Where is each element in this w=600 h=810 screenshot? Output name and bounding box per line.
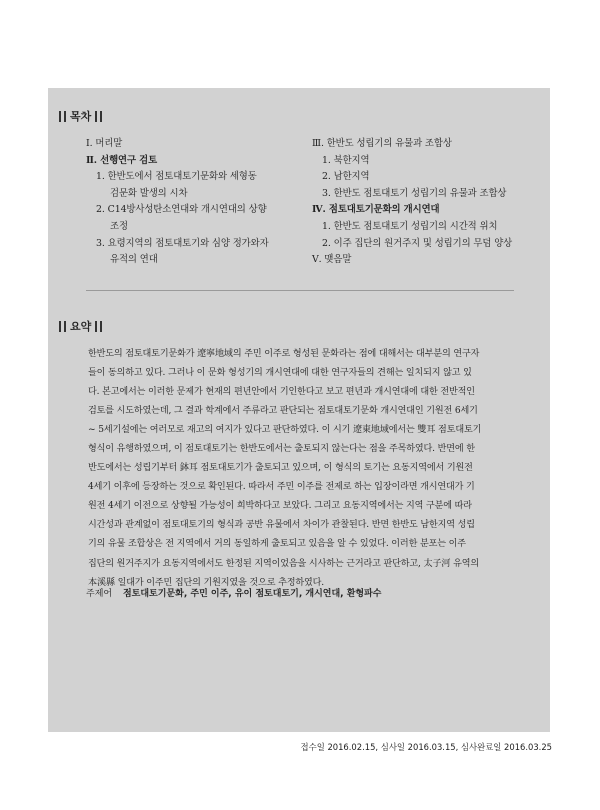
- abstract-line: 本溪縣 일대가 이주민 집단의 기원지였을 것으로 추정하였다.: [88, 577, 324, 588]
- toc-heading: [58, 108, 103, 124]
- abstract-line: ~ 5세기설에는 여러모로 재고의 여지가 있다고 판단하였다. 이 시기 遼東地域에서는 雙耳 점토대토기: [88, 425, 482, 436]
- toc-item: 2. C14방사성탄소연대와 개시연대의 상향: [96, 204, 267, 216]
- toc-item: 1. 북한지역: [322, 154, 370, 166]
- toc-item: Ⅳ. 점토대토기문화의 개시연대: [312, 204, 440, 216]
- abstract-line: 한반도의 점토대토기문화가 遼寧地域의 주민 이주로 형성된 문화라는 점에 대해서는 대부분의 연구자: [88, 349, 480, 359]
- toc-item: Ⅴ. 맺음말: [312, 254, 352, 266]
- toc-item: 2. 이주 집단의 원거주지 및 성립기의 무덤 양상: [322, 237, 513, 249]
- toc-left-column: [86, 136, 306, 269]
- abstract-line: 형식이 유행하였으며, 이 점토대토기는 한반도에서는 출토되지 않는다는 점을 주목하였다. 반면에 한: [88, 444, 475, 455]
- keywords-label: 주제어: [86, 589, 113, 599]
- toc-right-column: [312, 136, 527, 269]
- abstract-line: 집단의 원거주지가 요동지역에서도 한정된 지역이었음을 시사하는 근거라고 판단하고, 太子河 유역의: [88, 558, 479, 569]
- toc-item: 조정: [110, 220, 128, 232]
- toc-item: 3. 요령지역의 점토대토기와 심양 정가와자: [96, 237, 269, 249]
- toc-item: 검문화 발생의 시차: [110, 187, 188, 199]
- abstract-line: 4세기 이후에 등장하는 것으로 확인된다. 따라서 주민 이주를 전제로 하는 입장이라면 개시연대가 기: [88, 482, 475, 493]
- abstract-title: 요약: [70, 320, 92, 333]
- toc-item: Ⅰ. 머리말: [86, 138, 123, 149]
- toc-item: Ⅲ. 한반도 성립기의 유물과 조합상: [312, 138, 452, 149]
- toc-item: 3. 한반도 점토대토기 성립기의 유물과 조합상: [322, 187, 507, 199]
- toc-title: 목차: [70, 110, 92, 123]
- toc-item: 2. 남한지역: [322, 171, 370, 183]
- toc-item: 1. 한반도 점토대토기 성립기의 시간적 위치: [322, 220, 498, 232]
- heading-bar-icon: [59, 111, 61, 122]
- abstract-line: 시간성과 관계없이 점토대토기의 형식과 공반 유물에서 차이가 관찰된다. 반면 한반도 남한지역 성립: [88, 520, 475, 531]
- heading-bar-icon: [100, 111, 102, 122]
- review-dates: 접수일 2016.02.15, 심사일 2016.03.15, 심사완료일 2016.03.25: [300, 742, 552, 752]
- abstract-line: 원전 4세기 이전으로 상향될 가능성이 희박하다고 보았다. 그리고 요동지역에서는 지역 구분에 따라: [88, 501, 472, 512]
- keywords: [86, 586, 382, 599]
- heading-bar-icon: [64, 321, 66, 332]
- abstract-line: 검토를 시도하였는데, 그 결과 학계에서 주류라고 판단되는 점토대토기문화 개시연대인 기원전 6세기: [88, 406, 478, 417]
- toc-item: 1. 한반도에서 점토대토기문화와 세형동: [96, 171, 257, 183]
- heading-bar-icon: [95, 111, 97, 122]
- abstract-line: 반도에서는 성립기부터 鉢耳 점토대토기가 출토되고 있으며, 이 형식의 토기는 요동지역에서 기원전: [88, 463, 473, 474]
- heading-bar-icon: [64, 111, 66, 122]
- abstract-line: 들이 동의하고 있다. 그러나 이 문화 형성기의 개시연대에 대한 연구자들의 견해는 일치되지 않고 있: [88, 368, 472, 379]
- keywords-value: 점토대토기문화, 주민 이주, 유이 점토대토기, 개시연대, 환형파수: [122, 589, 382, 599]
- abstract-line: 다. 본고에서는 이러한 문제가 현재의 편년안에서 기인한다고 보고 편년과 개시연대에 대한 전반적인: [88, 387, 475, 398]
- abstract-body: [88, 345, 516, 593]
- heading-bar-icon: [95, 321, 97, 332]
- abstract-line: 기의 유물 조합상은 전 지역에서 거의 동일하게 출토되고 있음을 알 수 있었다. 이러한 분포는 이주: [88, 539, 466, 550]
- toc-item: 유적의 연대: [110, 254, 158, 266]
- toc-divider: [86, 290, 514, 291]
- heading-bar-icon: [100, 321, 102, 332]
- abstract-heading: [58, 318, 103, 334]
- toc-item: Ⅱ. 선행연구 검토: [86, 154, 158, 166]
- heading-bar-icon: [59, 321, 61, 332]
